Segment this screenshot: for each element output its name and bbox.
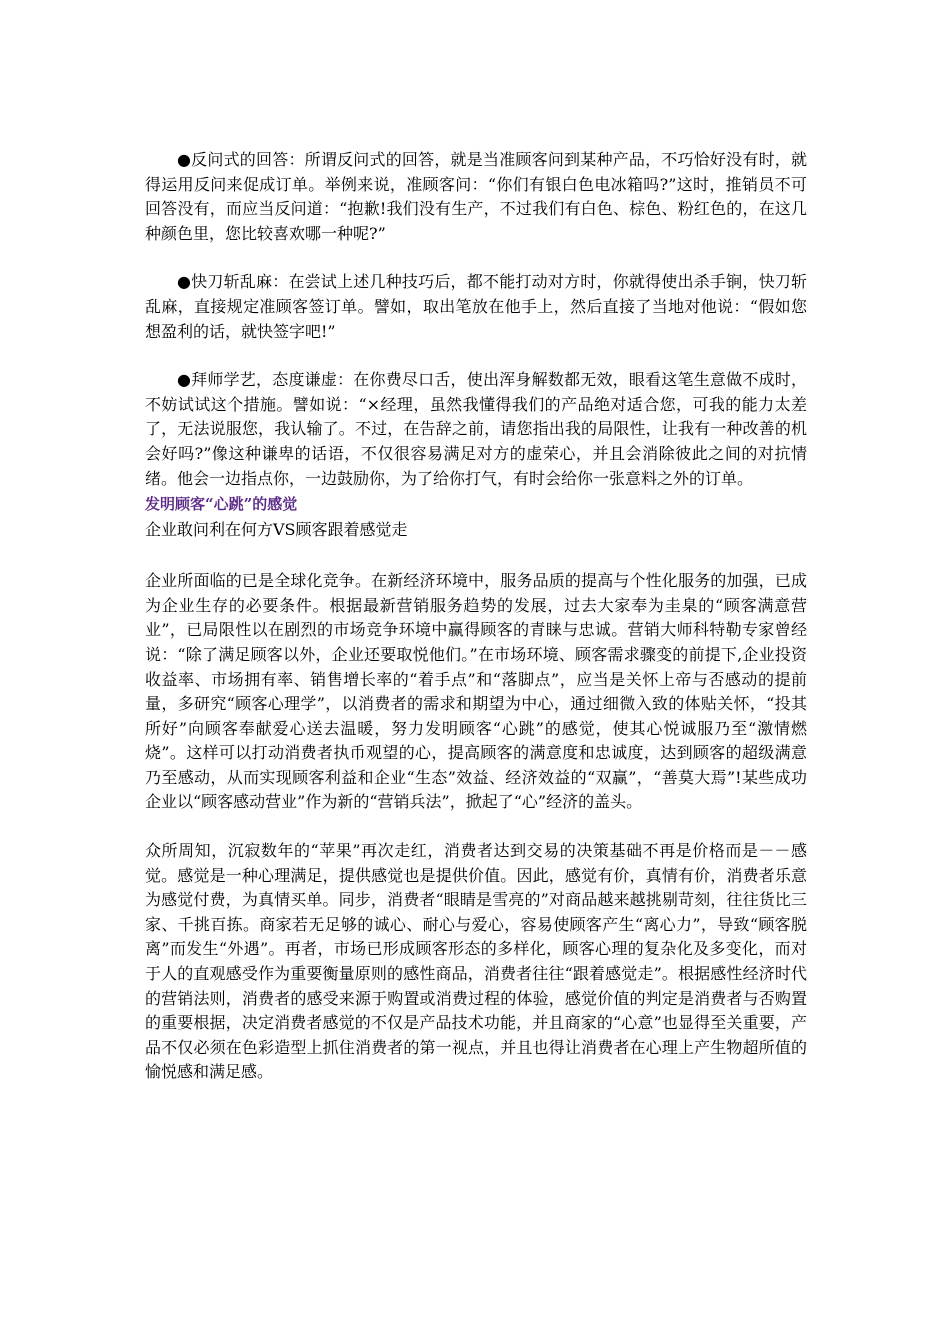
paragraph-rhetorical-answer: ●反问式的回答：所谓反问式的回答，就是当准顾客问到某种产品，不巧恰好没有时，就得运用反问来促成订单。举例来说，准顾客问：“你们有银白色电冰箱吗?”这时，推销员不可回答没有，而应当反问道：“抱歉!我们没有生产，不过我们有白色、棕色、粉红色的，在这几种颜色里，您比较喜欢哪一种呢?”: [145, 150, 807, 243]
paragraph-feeling-economy: 众所周知，沉寂数年的“苹果”再次走红，消费者达到交易的决策基础不再是价格而是－－感觉。感觉是一种心理满足，提供感觉也是提供价值。因此，感觉有价，真情有价，消费者乐意为感觉付费，为真情买单。同步，消费者“眼睛是雪亮的”对商品越来越挑剔苛刻，往往货比三家、千挑百拣。商家若无足够的诚心、耐心与爱心，容易使顾客产生“离心力”，导致“顾客脱离”而发生“外遇”。再者，市场已形成顾客形态的多样化，顾客心理的复杂化及多变化，而对于人的直观感受作为重要衡量原则的感性商品，消费者往往“跟着感觉走”。根据感性经济时代的营销法则，消费者的感受来源于购置或消费过程的体验，感觉价值的判定是消费者与否购置的重要根据，决定消费者感觉的不仅是产品技术功能，并且商家的“心意”也显得至关重要，产品不仅必须在色彩造型上抓住消费者的第一视点，并且也得让消费者在心理上产生物超所值的愉悦感和满足感。: [145, 841, 807, 1082]
document-page: [145, 148, 807, 1085]
paragraph-humble-apprentice: ●拜师学艺，态度谦虚：在你费尽口舌，使出浑身解数都无效，眼看这笔生意做不成时，不妨试试这个措施。譬如说：“×经理，虽然我懂得我们的产品绝对适合您，可我的能力太差了，无法说服您，我认输了。不过，在告辞之前，请您指出我的局限性，让我有一种改善的机会好吗?”像这种谦卑的话语，不仅很容易满足对方的虚荣心，并且会消除彼此之间的对抗情绪。他会一边指点你，一边鼓励你，为了给你打气，有时会给你一张意料之外的订单。: [145, 370, 807, 488]
section-heading: 发明顾客“心跳”的感觉: [145, 495, 298, 514]
paragraph-cut-the-knot: ●快刀斩乱麻：在尝试上述几种技巧后，都不能打动对方时，你就得使出杀手锏，快刀斩乱麻，直接规定准顾客签订单。譬如，取出笔放在他手上，然后直接了当地对他说：“假如您想盈利的话，就快签字吧!”: [145, 272, 807, 341]
paragraph-global-competition: 企业所面临的已是全球化竞争。在新经济环境中，服务品质的提高与个性化服务的加强，已成为企业生存的必要条件。根据最新营销服务趋势的发展，过去大家奉为圭臬的“顾客满意营业”，已局限性以在剧烈的市场竞争环境中赢得顾客的青睐与忠诚。营销大师科特勒专家曾经说：“除了满足顾客以外，企业还要取悦他们。”在市场环境、顾客需求骤变的前提下,企业投资收益率、市场拥有率、销售增长率的“着手点”和“落脚点”，应当是关怀上帝与否感动的提前量，多研究“顾客心理学”，以消费者的需求和期望为中心，通过细微入致的体贴关怀，“投其所好”向顾客奉献爱心送去温暖，努力发明顾客“心跳”的感觉，使其心悦诚服乃至“激情燃烧”。这样可以打动消费者执币观望的心，提高顾客的满意度和忠诚度，达到顾客的超级满意乃至感动，从而实现顾客利益和企业“生态”效益、经济效益的“双赢”，“善莫大焉”!某些成功企业以“顾客感动营业”作为新的“营销兵法”，掀起了“心”经济的盖头。: [145, 571, 807, 812]
section-subheading: 企业敢问利在何方VS顾客跟着感觉走: [145, 520, 408, 540]
